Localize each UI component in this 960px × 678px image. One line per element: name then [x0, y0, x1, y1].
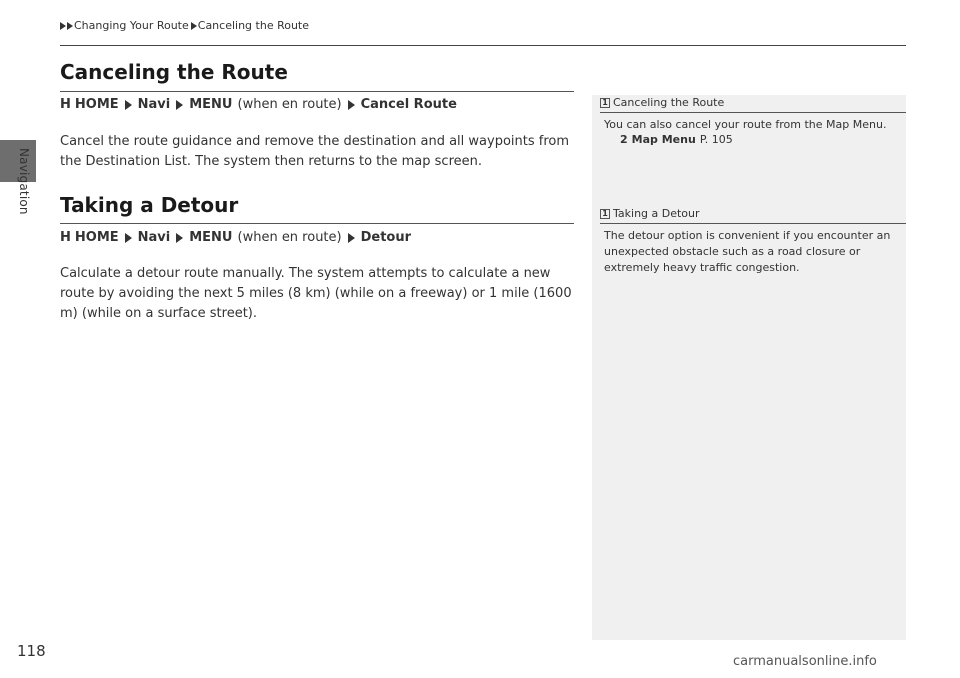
triangle-right-icon: [348, 100, 355, 110]
path-menu: MENU: [189, 230, 233, 245]
path-target: Detour: [360, 230, 412, 245]
path-note: (when en route): [237, 97, 342, 112]
path-navi: Navi: [137, 230, 171, 245]
note-divider: [600, 112, 906, 113]
note-divider: [600, 223, 906, 224]
triangle-right-icon: [60, 22, 66, 30]
path-note: (when en route): [237, 230, 342, 245]
triangle-right-icon: [176, 100, 183, 110]
section-divider: [60, 91, 574, 92]
path-home: HOME: [74, 230, 119, 245]
cross-reference[interactable]: [620, 133, 733, 146]
note-text-detour: The detour option is convenient if you encounter an unexpected obstacle such as a road closure or extremely heavy traffic congestion.: [604, 229, 891, 274]
menu-path-cancel: [60, 97, 457, 112]
note-icon: 1: [600, 209, 610, 219]
notes-sidebar: [592, 95, 906, 640]
side-tab-label: Navigation: [17, 148, 31, 215]
breadcrumb-level2[interactable]: Canceling the Route: [197, 19, 310, 32]
path-home: HOME: [74, 97, 119, 112]
watermark: carmanualsonline.info: [733, 654, 877, 669]
section-divider: [60, 223, 574, 224]
triangle-right-icon: [125, 100, 132, 110]
triangle-right-icon: [191, 22, 197, 30]
note-title: Canceling the Route: [613, 96, 725, 109]
breadcrumb-level1[interactable]: Changing Your Route: [74, 19, 189, 32]
triangle-right-icon: [348, 233, 355, 243]
reference-arrow-icon: 2: [620, 133, 628, 146]
page-number: 118: [17, 642, 46, 660]
body-text-cancel: Cancel the route guidance and remove the destination and all waypoints from the Destination List. The system then returns to the map screen.: [60, 134, 569, 169]
home-icon: H: [60, 97, 71, 112]
note-heading-detour: [600, 207, 700, 220]
reference-page: P. 105: [699, 133, 733, 146]
header-divider: [60, 45, 906, 46]
reference-label: Map Menu: [631, 133, 696, 146]
breadcrumb: [60, 19, 309, 32]
path-navi: Navi: [137, 97, 171, 112]
triangle-right-icon: [125, 233, 132, 243]
path-target: Cancel Route: [360, 97, 457, 112]
home-icon: H: [60, 230, 71, 245]
menu-path-detour: [60, 230, 411, 245]
triangle-right-icon: [176, 233, 183, 243]
body-text-detour: Calculate a detour route manually. The system attempts to calculate a new route by avoiding the next 5 miles (8 km) (while on a freeway) or 1 mile (1600 m) (while on a surface street).: [60, 266, 572, 321]
section-title-detour: Taking a Detour: [60, 193, 239, 217]
note-icon: 1: [600, 98, 610, 108]
section-title-cancel: Canceling the Route: [60, 60, 288, 84]
note-text-cancel: You can also cancel your route from the Map Menu.: [604, 118, 887, 131]
triangle-right-icon: [67, 22, 73, 30]
path-menu: MENU: [189, 97, 233, 112]
note-heading-cancel: [600, 96, 724, 109]
note-title: Taking a Detour: [613, 207, 700, 220]
